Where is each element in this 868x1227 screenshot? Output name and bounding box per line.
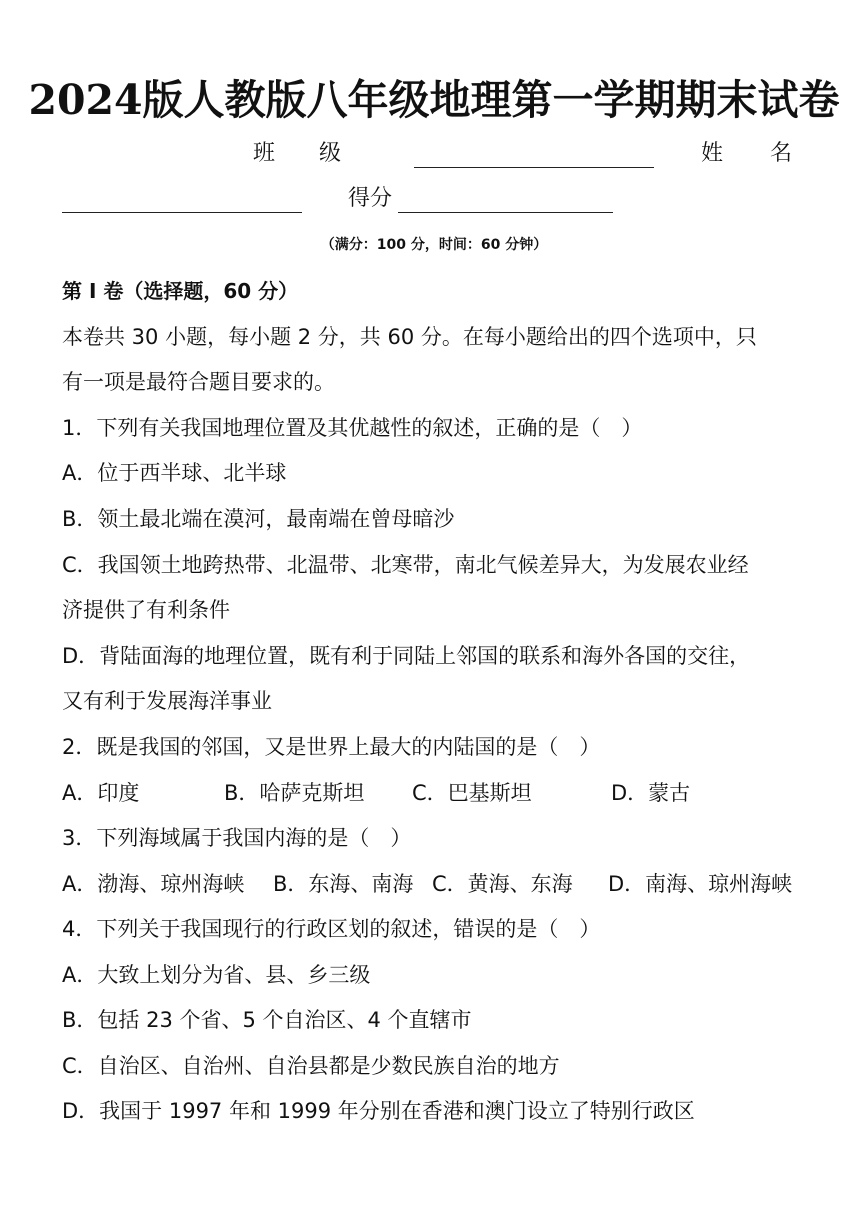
answer-option: A．印度 <box>62 781 140 805</box>
answer-option: D．蒙古 <box>611 781 691 805</box>
answer-option: A．渤海、琼州海峡 <box>62 872 245 896</box>
question-stem: 4．下列关于我国现行的行政区划的叙述，错误的是（ ） <box>62 917 601 941</box>
answer-option: D．背陆面海的地理位置，既有利于同陆上邻国的联系和海外各国的交往， <box>62 644 751 668</box>
answer-option: A．大致上划分为省、县、乡三级 <box>62 963 371 987</box>
name-label: 姓 名 <box>701 141 794 166</box>
answer-option: B．东海、南海 <box>273 872 414 896</box>
section-instruction: 有一项是最符合题目要求的。 <box>62 370 335 394</box>
answer-option-continued: 又有利于发展海洋事业 <box>62 689 272 713</box>
answer-option: C．巴基斯坦 <box>412 781 532 805</box>
section-instruction: 本卷共 30 小题，每小题 2 分，共 60 分。在每小题给出的四个选项中，只 <box>62 325 757 349</box>
answer-option: C．黄海、东海 <box>432 872 573 896</box>
section-heading: 第 I 卷（选择题，60 分） <box>62 279 299 303</box>
question-stem: 2．既是我国的邻国，又是世界上最大的内陆国的是（ ） <box>62 735 601 759</box>
class-label: 班 级 <box>253 141 342 166</box>
answer-option: B．哈萨克斯坦 <box>224 781 365 805</box>
answer-option: D．南海、琼州海峡 <box>608 872 793 896</box>
name-field[interactable] <box>62 212 302 213</box>
score-label: 得分 <box>348 186 393 211</box>
answer-option-continued: 济提供了有利条件 <box>62 598 230 622</box>
answer-option: C．我国领土地跨热带、北温带、北寒带，南北气候差异大，为发展农业经 <box>62 553 749 577</box>
score-field[interactable] <box>398 212 613 213</box>
question-stem: 3．下列海域属于我国内海的是（ ） <box>62 826 412 850</box>
question-stem: 1．下列有关我国地理位置及其优越性的叙述，正确的是（ ） <box>62 416 643 440</box>
answer-option: A．位于西半球、北半球 <box>62 461 287 485</box>
answer-option: B．领土最北端在漠河，最南端在曾母暗沙 <box>62 507 455 531</box>
class-field[interactable] <box>414 167 654 168</box>
exam-note: （满分：100 分，时间：60 分钟） <box>320 237 548 253</box>
page-title: 2024版人教版八年级地理第一学期期末试卷 <box>28 76 840 124</box>
answer-option: C．自治区、自治州、自治县都是少数民族自治的地方 <box>62 1054 560 1078</box>
answer-option: B．包括 23 个省、5 个自治区、4 个直辖市 <box>62 1008 472 1032</box>
answer-option: D．我国于 1997 年和 1999 年分别在香港和澳门设立了特别行政区 <box>62 1099 695 1123</box>
